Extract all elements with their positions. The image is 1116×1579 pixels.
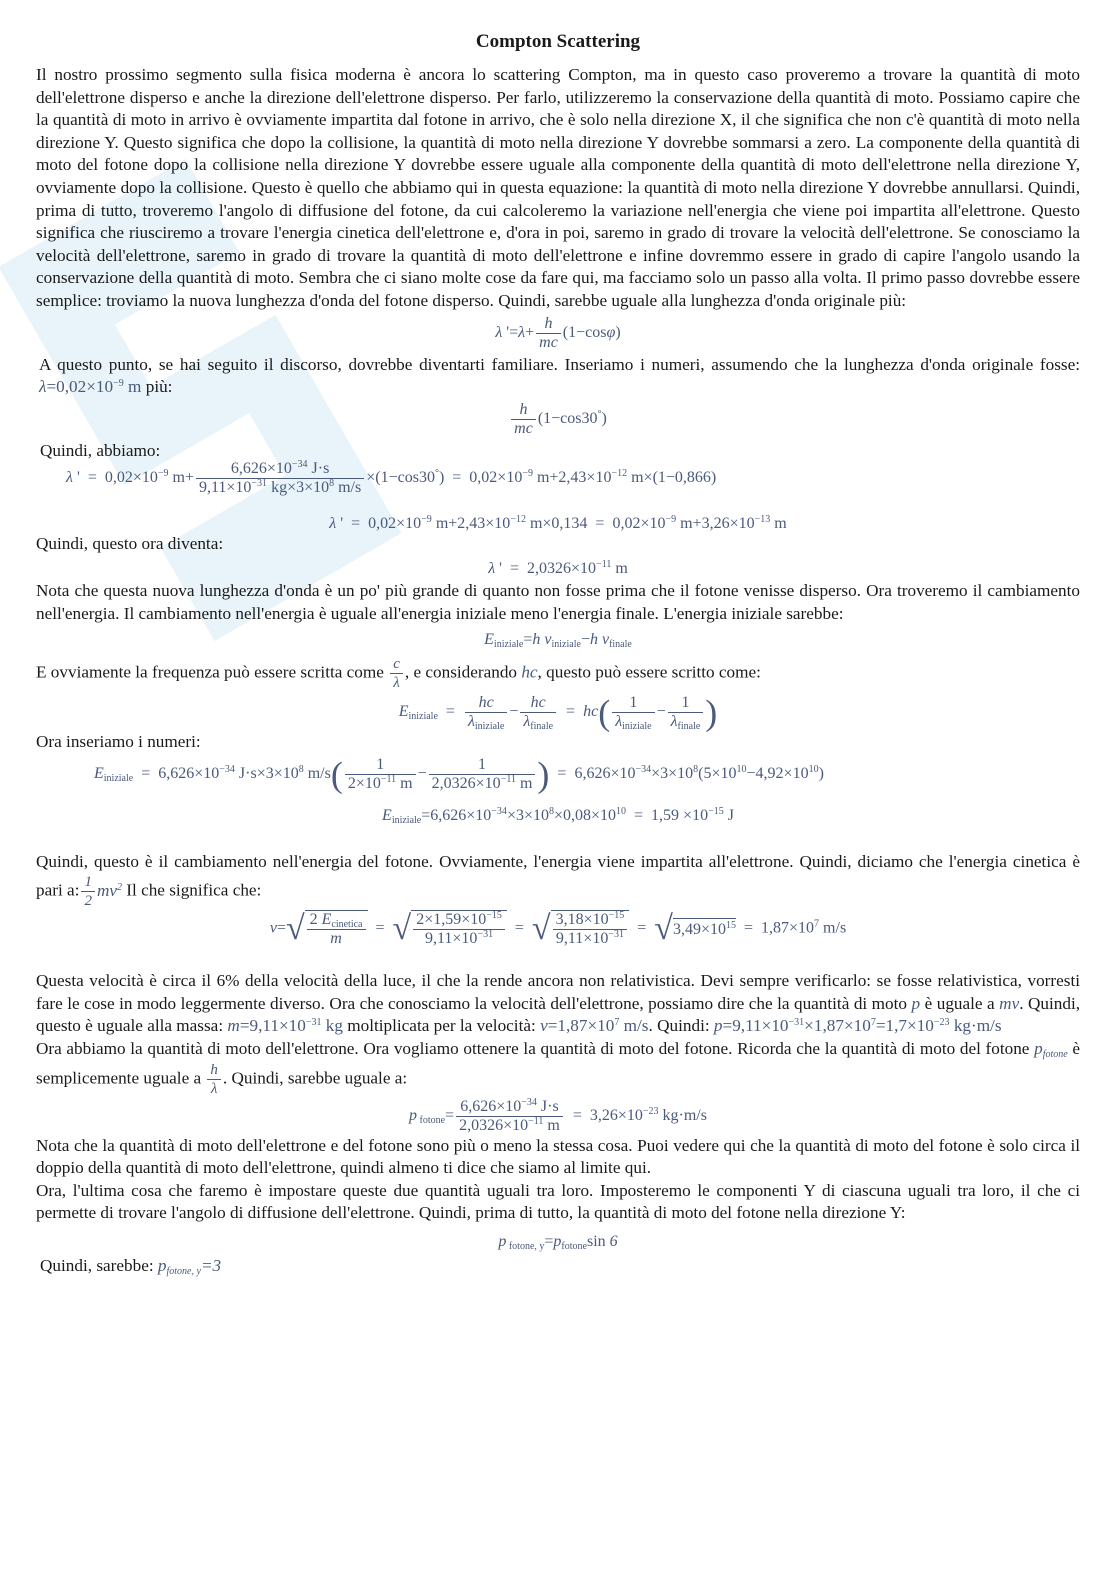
- p-symbol: p: [911, 993, 921, 1013]
- paragraph-plug-numbers-text: A questo punto, se hai seguito il discorso, dovrebbe diventarti familiare. Inseriamo i numeri, assumendo che la lunghezza d'onda originale fosse:: [39, 354, 1080, 374]
- original-wavelength: $\lambda=0,02\times 10^{-9}$ m: [39, 377, 142, 397]
- equation-photon-y-component: p $_{fotone, y}=p_{fotone}\sin$ 6: [498, 1233, 618, 1253]
- electron-momentum-value: $p=9,11\times 10^{-31}\times 1,87\times 10^7=1,7\times 10^{-23}$ kg·m/s: [713, 1016, 1002, 1036]
- paragraph-momentum-mass-text: . Quindi, questo è uguale alla massa:: [36, 993, 1081, 1036]
- equation-energy-numbers-2: $E_{iniziale}=6,626\times 10^{-34}\times 3\times 10^8\times 0,08\times 10^{10} = 1,59 \times 10^{-15}$ J: [382, 805, 734, 826]
- equation-photon-momentum: p $_{fotone}$= $\frac{6,626\times 10^{-34} J\cdot s}{2,0326\times 10^{-11} m}$ = $3,26\times 10^{-23}$ kg·m/s: [409, 1096, 707, 1134]
- paragraph-last-step: Ora, l'ultima cosa che faremo è impostare queste due quantità uguali tra loro. Imposteremo le componenti Y di ciascuna uguali tra loro, il che ci permette di trovare l'angolo di diffusione dell'elettrone. Quindi, prima di tutto, la quantità di moto del fotone nella direzione Y:: [36, 1180, 1080, 1223]
- paragraph-momentum-electron: [36, 970, 1080, 1038]
- paragraph-we-have: Quindi, abbiamo:: [40, 440, 161, 460]
- paragraph-energy-change: Nota che questa nuova lunghezza d'onda è un po' più grande di quanto non fosse prima che il fotone venisse disperso. Ora troveremo il cambiamento nell'energia. Il cambiamento nell'energia è uguale all'energia iniziale meno l'energia finale. L'energia iniziale sarebbe:: [36, 580, 1080, 623]
- paragraph-kinetic-energy-text: Quindi, questo è il cambiamento nell'energia del fotone. Ovviamente, l'energia viene impartita all'elettrone. Quindi, diciamo che l'energia cinetica è pari a:: [36, 851, 1080, 900]
- paragraph-momentum-velocity-text: moltiplicata per la velocità:: [347, 1016, 536, 1036]
- velocity-value: $v=1,87\times 10^7$ m/s: [540, 1016, 649, 1036]
- paragraph-momentum-photon-text: Ora abbiamo la quantità di moto dell'elettrone. Ora vogliamo ottenere la quantità di moto del fotone. Ricorda che la quantità di moto del fotone: [36, 1039, 1030, 1059]
- paragraph-intro: Il nostro prossimo segmento sulla fisica moderna è ancora lo scattering Compton, ma in questo caso proveremo a trovare la quantità di moto dell'elettrone disperso e anche la direzione dell'elettrone disperso. Per farlo, utilizzeremo la conservazione della quantità di moto. Possiamo capire che la quantità di moto in arrivo è ovviamente impartita dal fotone in arrivo, che è solo nella direzione X, il che significa che non c'è quantità di moto nella direzione Y. Questo significa che dopo la collisione, la quantità di moto nella direzione Y dovrebbe sommarsi a zero. La componente della quantità di moto del fotone dopo la collisione nella direzione Y dovrebbe essere uguale alla componente della quantità di moto dell'elettrone nella direzione Y, ovviamente dopo la collisione. Questo è quello che abbiamo qui in questa equazione: la quantità di moto nella direzione Y dovrebbe annullarsi. Quindi, prima di tutto, troveremo l'angolo di diffusione del fotone, da cui calcoleremo la variazione nell'energia che viene poi impartita all'elettrone. Questo significa che riusciremo a trovare l'energia cinetica dell'elettrone e, d'ora in poi, saremo in grado di trovare la velocità dell'elettrone. Se conosciamo la velocità dell'elettrone, saremo in grado di trovare la quantità di moto dell'elettrone e infine dovremmo essere in grado di capire l'angolo usando la conservazione della quantità di moto. Sembra che ci siano molte cose da fare qui, ma facciamo solo un passo alla volta. Il primo passo dovrebbe essere semplice: troviamo la nuova lunghezza d'onda del fotone disperso. Quindi, sarebbe uguale alla lunghezza d'onda originale più:: [36, 65, 1080, 310]
- c-over-lambda: $\frac{c}{\lambda}$: [390, 655, 403, 692]
- equation-compton-formula: λ '=λ+ $\frac{h}{mc}$ (1−cosφ): [495, 314, 621, 351]
- equation-energy-initial: $E_{iniziale}=h$ $\nu_{iniziale}-h$ $\nu_{finale}$: [484, 631, 632, 651]
- mass-value: $m=9,11\times 10^{-31}$ kg: [227, 1016, 343, 1036]
- paragraph-momentum-photon-tail: . Quindi, sarebbe uguale a:: [222, 1068, 408, 1088]
- paragraph-plug-numbers-tail: più:: [145, 377, 173, 397]
- paragraph-frequency-tail: , questo può essere scritto come:: [537, 662, 761, 682]
- page-title: Compton Scattering: [475, 31, 641, 52]
- equation-lambda-prime-2: λ ' = $0,02\times 10^{-9}$ $m+2,43\times 10^{-12}$ $m\times 0,134 = 0,02\times 10^{-9}$ $m+3,26\times 10^{-13}$ m: [329, 514, 787, 533]
- photon-momentum-symbol: $p_{fotone}$: [1034, 1039, 1068, 1061]
- paragraph-momentum-quindi: . Quindi:: [648, 1016, 710, 1036]
- equation-lambda-prime-result: λ ' = $2,0326\times 10^{-11}$ m: [488, 558, 628, 577]
- paragraph-frequency-text: E ovviamente la frequenza può essere scritta come: [36, 662, 384, 682]
- equation-energy-numbers-1: $E_{iniziale} = 6,626\times 10^{-34}$ $J\cdot s\times 3\times 10^8$ m/s( $\frac{1}{2\times 10^{-11} m}$ − $\frac{1}{2,0326\times 10^{-11} m}$ ) = $6,626\times 10^{-34}\times 3\times 10^8(5\times 10^{10}-4,92\times 10^{10})$: [94, 754, 824, 795]
- h-over-lambda: $\frac{h}{\lambda}$: [207, 1061, 221, 1098]
- equation-compton-shift-term: $\frac{h}{mc}$ (1−cos30°): [36, 401, 1080, 438]
- paragraph-momentum-photon: [36, 1038, 1080, 1098]
- paragraph-insert-numbers: Ora inseriamo i numeri:: [36, 732, 201, 752]
- photon-y-value: $p_{fotone, y}=3$: [157, 1256, 222, 1278]
- equation-lambda-prime-1: λ ' = $0,02\times 10^{-9}$ m+ $\frac{6,626\times 10^{-34} J\cdot s}{9,11\times 10^{-31} kg\times 3\times 10^8 m/s}$ $\times(1-\cos 30^\circ) = 0,02\times 10^{-9}$ $m+2,43\times 10^{-12}$ m×(1−0,866): [66, 459, 717, 497]
- paragraph-momentum-photon-mid: è semplicemente uguale a: [36, 1039, 1081, 1088]
- mv-symbol: mv: [999, 993, 1020, 1013]
- equation-velocity: v=√ 2 $E_{cinetica}$ m = √ $\frac{2\times 1,59\times 10^{-15}}{9,11\times 10^{-31}}$ = √ $\frac{3,18\times 10^{-15}}{9,11\times 10^{-31}}$ = $√3,49\times 10^{15} = 1,87\times 10^7$ m/s: [269, 910, 847, 948]
- paragraph-frequency-mid: , e considerando: [404, 662, 518, 682]
- paragraph-becomes: Quindi, questo ora diventa:: [36, 534, 224, 554]
- paragraph-kinetic-energy-tail: Il che significa che:: [126, 880, 262, 900]
- document-page: [36, 30, 1080, 1278]
- paragraph-comparison: Nota che la quantità di moto dell'elettrone e del fotone sono più o meno la stessa cosa. Puoi vedere qui che la quantità di moto del fotone è solo circa il doppio della quantità di moto dell'elettrone, quindi almeno ti dice che siamo al limite qui.: [36, 1135, 1080, 1178]
- paragraph-momentum-equals: è uguale a: [924, 993, 995, 1013]
- paragraph-plug-numbers: [36, 354, 1080, 399]
- paragraph-final-text: Quindi, sarebbe:: [40, 1256, 154, 1276]
- half-mv-squared: $\frac{1}{2}$: [81, 873, 95, 910]
- hc-symbol: hc: [521, 662, 538, 682]
- equation-energy-hc: $E_{iniziale}$ = hc $\lambda_{iniziale}$ − hc $\lambda_{finale}$ = hc( 1 $\lambda_{iniziale}$ − 1 $\lambda_{finale}$ ): [398, 692, 718, 733]
- paragraph-kinetic-energy: Quindi, questo è il cambiamento nell'energia del fotone. Ovviamente, l'energia viene impartita all'elettrone. Quindi, diciamo che l'energia cinetica è pari a: $\frac{1}{2}$ $mv^2$ Il che significa che:: [36, 851, 1080, 910]
- paragraph-momentum-electron-text: Questa velocità è circa il 6% della velocità della luce, il che la rende ancora non relativistica. Devi sempre verificarlo: se fosse relativistica, vorresti fare le cose in modo leggermente diverso. Ora che conosciamo la velocità dell'elettrone, possiamo dire che la quantità di moto: [36, 971, 1080, 1013]
- paragraph-final: [36, 1255, 1080, 1278]
- paragraph-frequency: [36, 655, 1080, 692]
